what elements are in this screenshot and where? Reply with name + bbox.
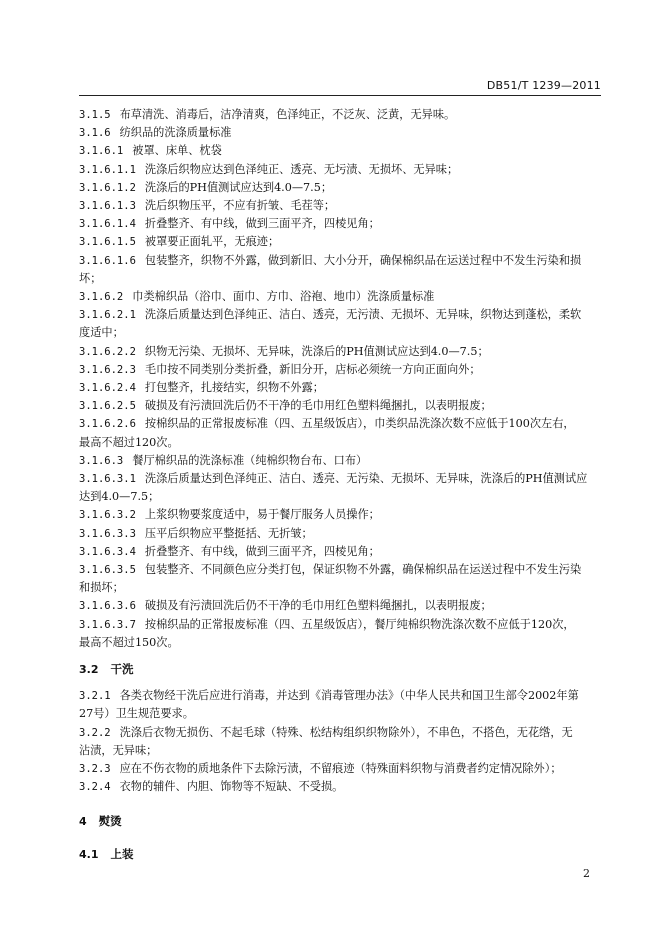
- clause-text: 打包整齐，扎接结实，织物不外露；: [144, 381, 324, 395]
- clause-number: 3.1.6.3.5: [79, 564, 136, 577]
- clause-line: [79, 270, 601, 288]
- clause-text: 洗后织物压平，不应有折皱、毛茬等；: [144, 199, 336, 213]
- section-number: 4: [79, 815, 87, 829]
- page-number: 2: [583, 867, 590, 880]
- clause-number: 3.1.6.2.6: [79, 418, 136, 431]
- section-heading-4-1: [79, 845, 601, 864]
- clause-text: 和损坏；: [79, 581, 124, 595]
- clause-number: 3.1.6.3.1: [79, 473, 136, 486]
- clause-list-3-1: [79, 106, 601, 652]
- section-gap: [79, 831, 601, 845]
- clause-line: [79, 470, 601, 488]
- clause-number: 3.1.6.3: [79, 454, 124, 467]
- clause-text: 洗涤后织物应达到色泽纯正、透亮、无圬渍、无损坏、无异味；: [144, 162, 459, 176]
- clause-line: [79, 324, 601, 342]
- clause-line: [79, 597, 601, 615]
- clause-text: 折叠整齐、有中线，做到三面平齐，四棱见角；: [144, 544, 380, 558]
- clause-number: 3.1.6.1.1: [79, 163, 136, 176]
- clause-text: 按棉织品的正常报废标准（四、五星级饭店），餐厅纯棉织物洗涤次数不应低于120次，: [144, 617, 575, 631]
- clause-text: 各类衣物经干洗后应进行消毒，并达到《消毒管理办法》（中华人民共和国卫生部令2002年第: [119, 689, 579, 703]
- clause-line: [79, 415, 601, 433]
- clause-line: [79, 616, 601, 634]
- clause-number: 3.1.6.1.3: [79, 200, 136, 213]
- clause-number: 3.1.6: [79, 127, 111, 140]
- clause-number: 3.2.2: [79, 726, 111, 739]
- clause-number: 3.2.1: [79, 690, 111, 703]
- clause-text: 达到4.0—7.5；: [79, 490, 160, 504]
- clause-number: 3.1.6.3.4: [79, 545, 136, 558]
- clause-number: 3.1.6.3.3: [79, 527, 136, 540]
- clause-line: [79, 252, 601, 270]
- clause-text: 毛巾按不同类别分类折叠，新旧分开，店标必须统一方向正面向外；: [144, 362, 481, 376]
- document-id-header: DB51/T 1239—2011: [486, 79, 601, 92]
- clause-line: [79, 634, 601, 652]
- clause-number: 3.1.6.1.2: [79, 181, 136, 194]
- clause-line: [79, 778, 601, 796]
- clause-text: 包装整齐，织物不外露，做到新旧、大小分开，确保棉织品在运送过程中不发生污染和损: [144, 253, 582, 267]
- clause-line: [79, 197, 601, 215]
- document-body: [79, 106, 601, 864]
- clause-line: [79, 215, 601, 233]
- clause-line: [79, 543, 601, 561]
- section-number: 3.2: [79, 663, 99, 677]
- clause-line: [79, 161, 601, 179]
- clause-text: 压平后织物应平整挺括、无折皱；: [144, 526, 313, 540]
- clause-line: [79, 361, 601, 379]
- section-gap: [79, 796, 601, 812]
- clause-text: 按棉织品的正常报废标准（四、五星级饭店），巾类织品洗涤次数不应低于100次左右，: [144, 417, 575, 431]
- clause-number: 3.2.4: [79, 781, 111, 794]
- clause-number: 3.1.6.2.4: [79, 382, 136, 395]
- clause-line: [79, 288, 601, 306]
- clause-line: [79, 687, 601, 705]
- clause-text: 被罩、床单、枕袋: [132, 144, 222, 158]
- clause-line: [79, 142, 601, 160]
- clause-number: 3.1.6.2.5: [79, 400, 136, 413]
- clause-number: 3.1.5: [79, 109, 111, 121]
- clause-number: 3.1.6.2: [79, 291, 124, 304]
- clause-line: [79, 705, 601, 723]
- clause-line: [79, 488, 601, 506]
- section-title: 熨烫: [98, 814, 122, 829]
- section-title: 上装: [110, 847, 134, 862]
- clause-text: 洗涤后质量达到色泽纯正、洁白、透亮、无污染、无损坏、无异味，洗涤后的PH值测试应: [144, 472, 588, 486]
- clause-line: [79, 106, 601, 124]
- clause-text: 布草清洗、消毒后，洁净清爽，色泽纯正，不泛灰、泛黄，无异味。: [119, 108, 456, 121]
- clause-number: 3.1.6.1: [79, 145, 124, 158]
- clause-text: 坏；: [79, 271, 102, 285]
- clause-number: 3.1.6.1.5: [79, 236, 136, 249]
- clause-text: 包装整齐、不同颜色应分类打包，保证织物不外露，确保棉织品在运送过程中不发生污染: [144, 563, 582, 577]
- clause-text: 被罩要正面轧平，无痕迹；: [144, 235, 280, 249]
- clause-text: 度适中；: [79, 326, 124, 340]
- clause-line: [79, 124, 601, 142]
- clause-line: [79, 434, 601, 452]
- clause-text: 餐厅棉织品的洗涤标准（纯棉织物台布、口布）: [132, 453, 368, 467]
- clause-text: 最高不超过150次。: [79, 635, 179, 649]
- clause-text: 破损及有污渍回洗后仍不干净的毛巾用红色塑料绳捆扎，以表明报废；: [144, 599, 492, 613]
- clause-text: 27号）卫生规范要求。: [79, 707, 194, 721]
- clause-line: [79, 724, 601, 742]
- clause-number: 3.1.6.3.2: [79, 509, 136, 522]
- clause-text: 破损及有污渍回洗后仍不干净的毛巾用红色塑料绳捆扎，以表明报废；: [144, 399, 492, 413]
- clause-line: [79, 306, 601, 324]
- section-heading-4: [79, 812, 601, 831]
- clause-text: 织物无污染、无损坏、无异味，洗涤后的PH值测试应达到4.0—7.5；: [144, 344, 489, 358]
- clause-number: 3.1.6.1.6: [79, 254, 136, 267]
- clause-text: 应在不伤衣物的质地条件下去除污渍，不留痕迹（特殊面料织物与消费者约定情况除外）；: [119, 761, 562, 775]
- section-gap: [79, 652, 601, 660]
- section-heading-3-2: [79, 660, 601, 679]
- clause-text: 洗涤后质量达到色泽纯正、洁白、透亮，无污渍、无损坏、无异味，织物达到蓬松，柔软: [144, 308, 582, 322]
- clause-text: 衣物的辅件、内胆、饰物等不短缺、不受损。: [119, 780, 344, 794]
- clause-line: [79, 561, 601, 579]
- section-gap: [79, 679, 601, 687]
- clause-text: 沾渍，无异味；: [79, 743, 158, 757]
- clause-number: 3.1.6.1.4: [79, 218, 136, 231]
- clause-number: 3.1.6.3.7: [79, 618, 136, 631]
- clause-line: [79, 452, 601, 470]
- clause-line: [79, 742, 601, 760]
- clause-line: [79, 343, 601, 361]
- clause-number: 3.1.6.2.2: [79, 345, 136, 358]
- clause-line: [79, 525, 601, 543]
- clause-text: 洗涤后衣物无损伤、不起毛球（特殊、松结构组织织物除外），不串色，不搭色，无花绺，无: [119, 725, 573, 739]
- clause-text: 洗涤后的PH值测试应达到4.0—7.5；: [144, 180, 333, 194]
- clause-text: 上浆织物要浆度适中，易于餐厅服务人员操作；: [144, 508, 380, 522]
- clause-line: [79, 233, 601, 251]
- clause-text: 巾类棉织品（浴巾、面巾、方巾、浴袍、地巾）洗涤质量标准: [132, 290, 435, 304]
- clause-number: 3.1.6.2.3: [79, 363, 136, 376]
- header-rule: [79, 95, 601, 96]
- section-number: 4.1: [79, 848, 99, 862]
- clause-number: 3.1.6.3.6: [79, 600, 136, 613]
- clause-number: 3.2.3: [79, 762, 111, 775]
- section-title: 干洗: [110, 662, 134, 677]
- clause-text: 折叠整齐、有中线，做到三面平齐，四棱见角；: [144, 217, 380, 231]
- clause-number: 3.1.6.2.1: [79, 309, 136, 322]
- clause-list-3-2: [79, 687, 601, 796]
- clause-line: [79, 506, 601, 524]
- clause-line: [79, 379, 601, 397]
- clause-text: 纺织品的洗涤质量标准: [119, 126, 232, 140]
- clause-text: 最高不超过120次。: [79, 435, 179, 449]
- clause-line: [79, 579, 601, 597]
- clause-line: [79, 179, 601, 197]
- clause-line: [79, 397, 601, 415]
- clause-line: [79, 760, 601, 778]
